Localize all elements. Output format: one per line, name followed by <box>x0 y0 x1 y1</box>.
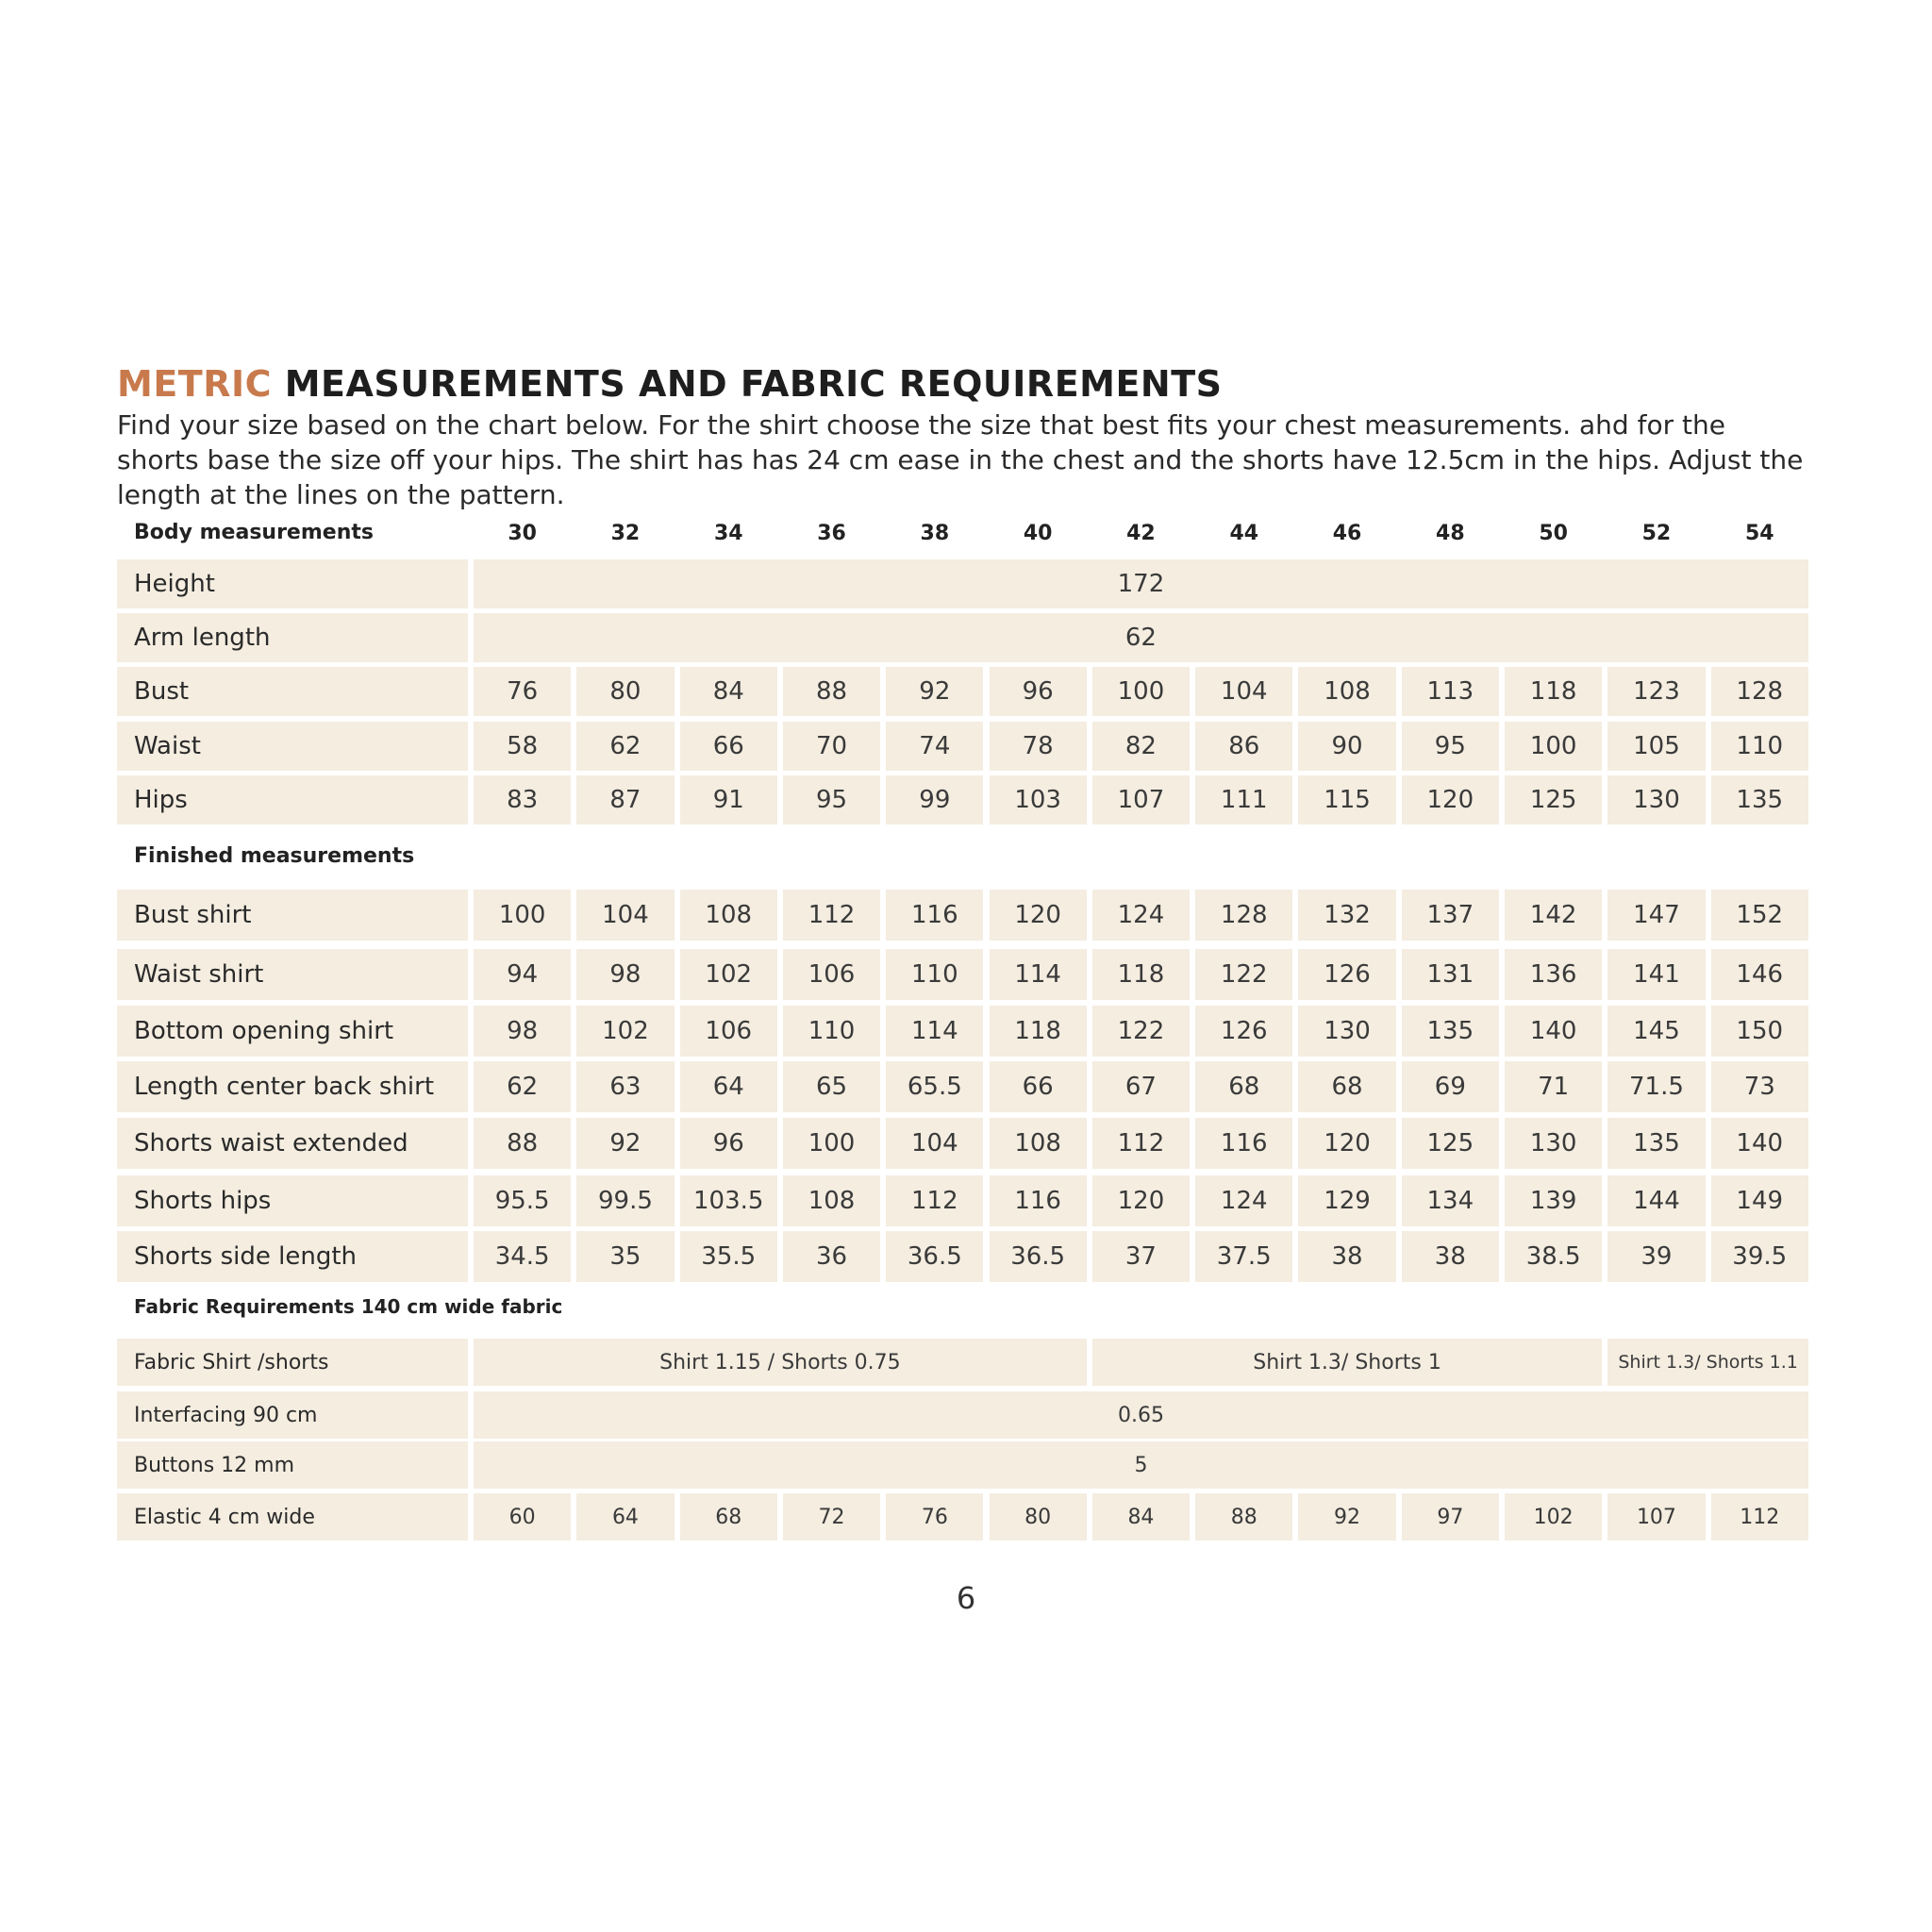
value-cell: 76 <box>886 1493 983 1541</box>
value-cell: 142 <box>1505 890 1602 941</box>
value-cell: 69 <box>1402 1061 1499 1112</box>
row-label: Buttons 12 mm <box>117 1441 468 1489</box>
value-cell: 114 <box>886 1006 983 1057</box>
value-cell: 128 <box>1195 890 1292 941</box>
value-cell: 146 <box>1711 949 1808 1000</box>
value-cell: 107 <box>1607 1493 1705 1541</box>
value-cell: 92 <box>576 1118 674 1169</box>
spanning-value-cell: 62 <box>474 613 1808 662</box>
value-cell: 134 <box>1402 1175 1499 1226</box>
value-cell: 123 <box>1607 667 1705 716</box>
value-cell: 122 <box>1092 1006 1190 1057</box>
table-row <box>117 667 1815 716</box>
value-cell: 84 <box>680 667 777 716</box>
value-cell: 122 <box>1195 949 1292 1000</box>
value-cell: 104 <box>576 890 674 941</box>
page-title <box>117 363 1223 405</box>
value-cell: 71 <box>1505 1061 1602 1112</box>
value-cell: 140 <box>1505 1006 1602 1057</box>
value-cell: 102 <box>680 949 777 1000</box>
row-label: Waist shirt <box>117 949 468 1000</box>
row-label: Arm length <box>117 613 468 662</box>
value-cell: 125 <box>1402 1118 1499 1169</box>
value-cell: 149 <box>1711 1175 1808 1226</box>
size-header-52: 52 <box>1641 522 1672 545</box>
table-row <box>117 775 1815 824</box>
value-cell: 84 <box>1092 1493 1190 1541</box>
value-cell: 70 <box>783 722 880 771</box>
value-cell: 65.5 <box>886 1061 983 1112</box>
value-cell: 100 <box>783 1118 880 1169</box>
table-row <box>117 1175 1815 1226</box>
value-cell: 38 <box>1402 1231 1499 1282</box>
value-cell: 83 <box>474 775 571 824</box>
row-label: Shorts hips <box>117 1175 468 1226</box>
intro-paragraph: Find your size based on the chart below. For the shirt choose the size that best fits your chest measurements. ahd for the shorts base the size off your hips. The shirt has has 24 cm ease in the chest and the shorts have 12.5cm in the hips. Adjust the length at the lines on the pattern. <box>117 409 1804 510</box>
value-cell: 35 <box>576 1231 674 1282</box>
value-cell: 141 <box>1607 949 1705 1000</box>
value-cell: 37 <box>1092 1231 1190 1282</box>
value-cell: 144 <box>1607 1175 1705 1226</box>
value-cell: 68 <box>1195 1061 1292 1112</box>
value-cell: 88 <box>783 667 880 716</box>
value-cell: 136 <box>1505 949 1602 1000</box>
row-label: Hips <box>117 775 468 824</box>
value-cell: 120 <box>1402 775 1499 824</box>
section-fabric-requirements: Fabric Requirements 140 cm wide fabric <box>134 1295 563 1318</box>
value-cell: 73 <box>1711 1061 1808 1112</box>
value-cell: 137 <box>1402 890 1499 941</box>
page-number: 6 <box>956 1580 976 1616</box>
value-cell: 82 <box>1092 722 1190 771</box>
table-row <box>117 1493 1815 1541</box>
size-header-36: 36 <box>817 522 846 545</box>
value-cell: 107 <box>1092 775 1190 824</box>
value-cell: 105 <box>1607 722 1705 771</box>
value-cell: 95.5 <box>474 1175 571 1226</box>
row-label: Elastic 4 cm wide <box>117 1493 468 1541</box>
value-cell: 91 <box>680 775 777 824</box>
value-cell: 115 <box>1298 775 1395 824</box>
value-cell: 106 <box>680 1006 777 1057</box>
value-cell: 102 <box>1505 1493 1602 1541</box>
row-label: Height <box>117 559 468 608</box>
section-finished-measurements: Finished measurements <box>134 844 415 868</box>
value-cell: 88 <box>1195 1493 1292 1541</box>
value-cell: 124 <box>1092 890 1190 941</box>
row-label: Fabric Shirt /shorts <box>117 1339 468 1386</box>
size-header-54: 54 <box>1744 522 1774 545</box>
value-cell: 74 <box>886 722 983 771</box>
value-cell: 110 <box>783 1006 880 1057</box>
value-cell: 72 <box>783 1493 880 1541</box>
value-cell: 118 <box>990 1006 1087 1057</box>
value-cell: 135 <box>1402 1006 1499 1057</box>
row-label: Bottom opening shirt <box>117 1006 468 1057</box>
value-cell: 39 <box>1607 1231 1705 1282</box>
value-cell: 112 <box>1092 1118 1190 1169</box>
value-cell: 76 <box>474 667 571 716</box>
value-cell: 38.5 <box>1505 1231 1602 1282</box>
value-cell: 111 <box>1195 775 1292 824</box>
size-header-30: 30 <box>508 522 537 545</box>
value-cell: 152 <box>1711 890 1808 941</box>
value-cell: 99.5 <box>576 1175 674 1226</box>
value-cell: 108 <box>1298 667 1395 716</box>
table-row <box>117 1061 1815 1112</box>
size-header-32: 32 <box>610 522 641 545</box>
value-cell: 102 <box>576 1006 674 1057</box>
value-cell: 67 <box>1092 1061 1190 1112</box>
table-row <box>117 1231 1815 1282</box>
value-cell: 35.5 <box>680 1231 777 1282</box>
value-cell: 90 <box>1298 722 1395 771</box>
value-cell: 71.5 <box>1607 1061 1705 1112</box>
fabric-group-cell: Shirt 1.15 / Shorts 0.75 <box>474 1339 1087 1386</box>
value-cell: 100 <box>474 890 571 941</box>
value-cell: 68 <box>680 1493 777 1541</box>
value-cell: 129 <box>1298 1175 1395 1226</box>
row-label: Bust <box>117 667 468 716</box>
table-row <box>117 1118 1815 1169</box>
table-row <box>117 949 1815 1000</box>
value-cell: 116 <box>1195 1118 1292 1169</box>
value-cell: 37.5 <box>1195 1231 1292 1282</box>
value-cell: 128 <box>1711 667 1808 716</box>
value-cell: 98 <box>576 949 674 1000</box>
value-cell: 131 <box>1402 949 1499 1000</box>
title-rest: MEASUREMENTS AND FABRIC REQUIREMENTS <box>284 363 1223 405</box>
value-cell: 145 <box>1607 1006 1705 1057</box>
value-cell: 80 <box>990 1493 1087 1541</box>
value-cell: 62 <box>576 722 674 771</box>
value-cell: 132 <box>1298 890 1395 941</box>
value-cell: 118 <box>1505 667 1602 716</box>
table-row <box>117 613 1815 662</box>
table-row <box>117 1339 1815 1386</box>
value-cell: 95 <box>783 775 880 824</box>
table-row <box>117 722 1815 771</box>
table-row <box>117 890 1815 941</box>
value-cell: 104 <box>886 1118 983 1169</box>
size-header-46: 46 <box>1332 522 1362 545</box>
value-cell: 103 <box>990 775 1087 824</box>
value-cell: 58 <box>474 722 571 771</box>
value-cell: 125 <box>1505 775 1602 824</box>
value-cell: 92 <box>1298 1493 1395 1541</box>
section-body-measurements: Body measurements <box>134 521 374 544</box>
size-header-50: 50 <box>1539 522 1568 545</box>
value-cell: 36.5 <box>886 1231 983 1282</box>
value-cell: 66 <box>680 722 777 771</box>
size-header-38: 38 <box>920 522 950 545</box>
value-cell: 80 <box>576 667 674 716</box>
spanning-value-cell: 5 <box>474 1441 1808 1489</box>
value-cell: 60 <box>474 1493 571 1541</box>
value-cell: 139 <box>1505 1175 1602 1226</box>
value-cell: 78 <box>990 722 1087 771</box>
row-label: Shorts side length <box>117 1231 468 1282</box>
value-cell: 92 <box>886 667 983 716</box>
value-cell: 96 <box>990 667 1087 716</box>
row-label: Length center back shirt <box>117 1061 468 1112</box>
value-cell: 113 <box>1402 667 1499 716</box>
row-label: Bust shirt <box>117 890 468 941</box>
value-cell: 36.5 <box>990 1231 1087 1282</box>
value-cell: 116 <box>990 1175 1087 1226</box>
value-cell: 130 <box>1298 1006 1395 1057</box>
value-cell: 65 <box>783 1061 880 1112</box>
value-cell: 68 <box>1298 1061 1395 1112</box>
value-cell: 63 <box>576 1061 674 1112</box>
spanning-value-cell: 0.65 <box>474 1391 1808 1439</box>
size-header-42: 42 <box>1126 522 1156 545</box>
value-cell: 108 <box>783 1175 880 1226</box>
value-cell: 110 <box>886 949 983 1000</box>
value-cell: 95 <box>1402 722 1499 771</box>
value-cell: 112 <box>1711 1493 1808 1541</box>
value-cell: 62 <box>474 1061 571 1112</box>
size-header-48: 48 <box>1436 522 1465 545</box>
value-cell: 100 <box>1092 667 1190 716</box>
value-cell: 120 <box>1092 1175 1190 1226</box>
value-cell: 135 <box>1711 775 1808 824</box>
fabric-group-cell: Shirt 1.3/ Shorts 1.1 <box>1607 1339 1808 1386</box>
value-cell: 36 <box>783 1231 880 1282</box>
value-cell: 130 <box>1607 775 1705 824</box>
value-cell: 103.5 <box>680 1175 777 1226</box>
value-cell: 112 <box>783 890 880 941</box>
size-header-40: 40 <box>1023 522 1053 545</box>
value-cell: 126 <box>1195 1006 1292 1057</box>
value-cell: 112 <box>886 1175 983 1226</box>
value-cell: 140 <box>1711 1118 1808 1169</box>
size-header-34: 34 <box>713 522 743 545</box>
value-cell: 87 <box>576 775 674 824</box>
value-cell: 100 <box>1505 722 1602 771</box>
value-cell: 38 <box>1298 1231 1395 1282</box>
value-cell: 39.5 <box>1711 1231 1808 1282</box>
value-cell: 147 <box>1607 890 1705 941</box>
value-cell: 150 <box>1711 1006 1808 1057</box>
value-cell: 116 <box>886 890 983 941</box>
table-row <box>117 1441 1815 1489</box>
title-accent: METRIC <box>117 363 272 405</box>
value-cell: 34.5 <box>474 1231 571 1282</box>
value-cell: 126 <box>1298 949 1395 1000</box>
fabric-group-cell: Shirt 1.3/ Shorts 1 <box>1092 1339 1603 1386</box>
spanning-value-cell: 172 <box>474 559 1808 608</box>
value-cell: 108 <box>990 1118 1087 1169</box>
table-row <box>117 559 1815 608</box>
value-cell: 97 <box>1402 1493 1499 1541</box>
row-label: Waist <box>117 722 468 771</box>
table-row <box>117 1006 1815 1057</box>
value-cell: 114 <box>990 949 1087 1000</box>
row-label: Shorts waist extended <box>117 1118 468 1169</box>
size-header-44: 44 <box>1229 522 1259 545</box>
value-cell: 86 <box>1195 722 1292 771</box>
value-cell: 88 <box>474 1118 571 1169</box>
value-cell: 106 <box>783 949 880 1000</box>
value-cell: 64 <box>576 1493 674 1541</box>
value-cell: 99 <box>886 775 983 824</box>
value-cell: 98 <box>474 1006 571 1057</box>
value-cell: 120 <box>1298 1118 1395 1169</box>
value-cell: 110 <box>1711 722 1808 771</box>
value-cell: 104 <box>1195 667 1292 716</box>
value-cell: 66 <box>990 1061 1087 1112</box>
value-cell: 64 <box>680 1061 777 1112</box>
value-cell: 135 <box>1607 1118 1705 1169</box>
row-label: Interfacing 90 cm <box>117 1391 468 1439</box>
value-cell: 118 <box>1092 949 1190 1000</box>
table-row <box>117 1391 1815 1439</box>
value-cell: 108 <box>680 890 777 941</box>
value-cell: 94 <box>474 949 571 1000</box>
value-cell: 96 <box>680 1118 777 1169</box>
value-cell: 130 <box>1505 1118 1602 1169</box>
value-cell: 120 <box>990 890 1087 941</box>
value-cell: 124 <box>1195 1175 1292 1226</box>
